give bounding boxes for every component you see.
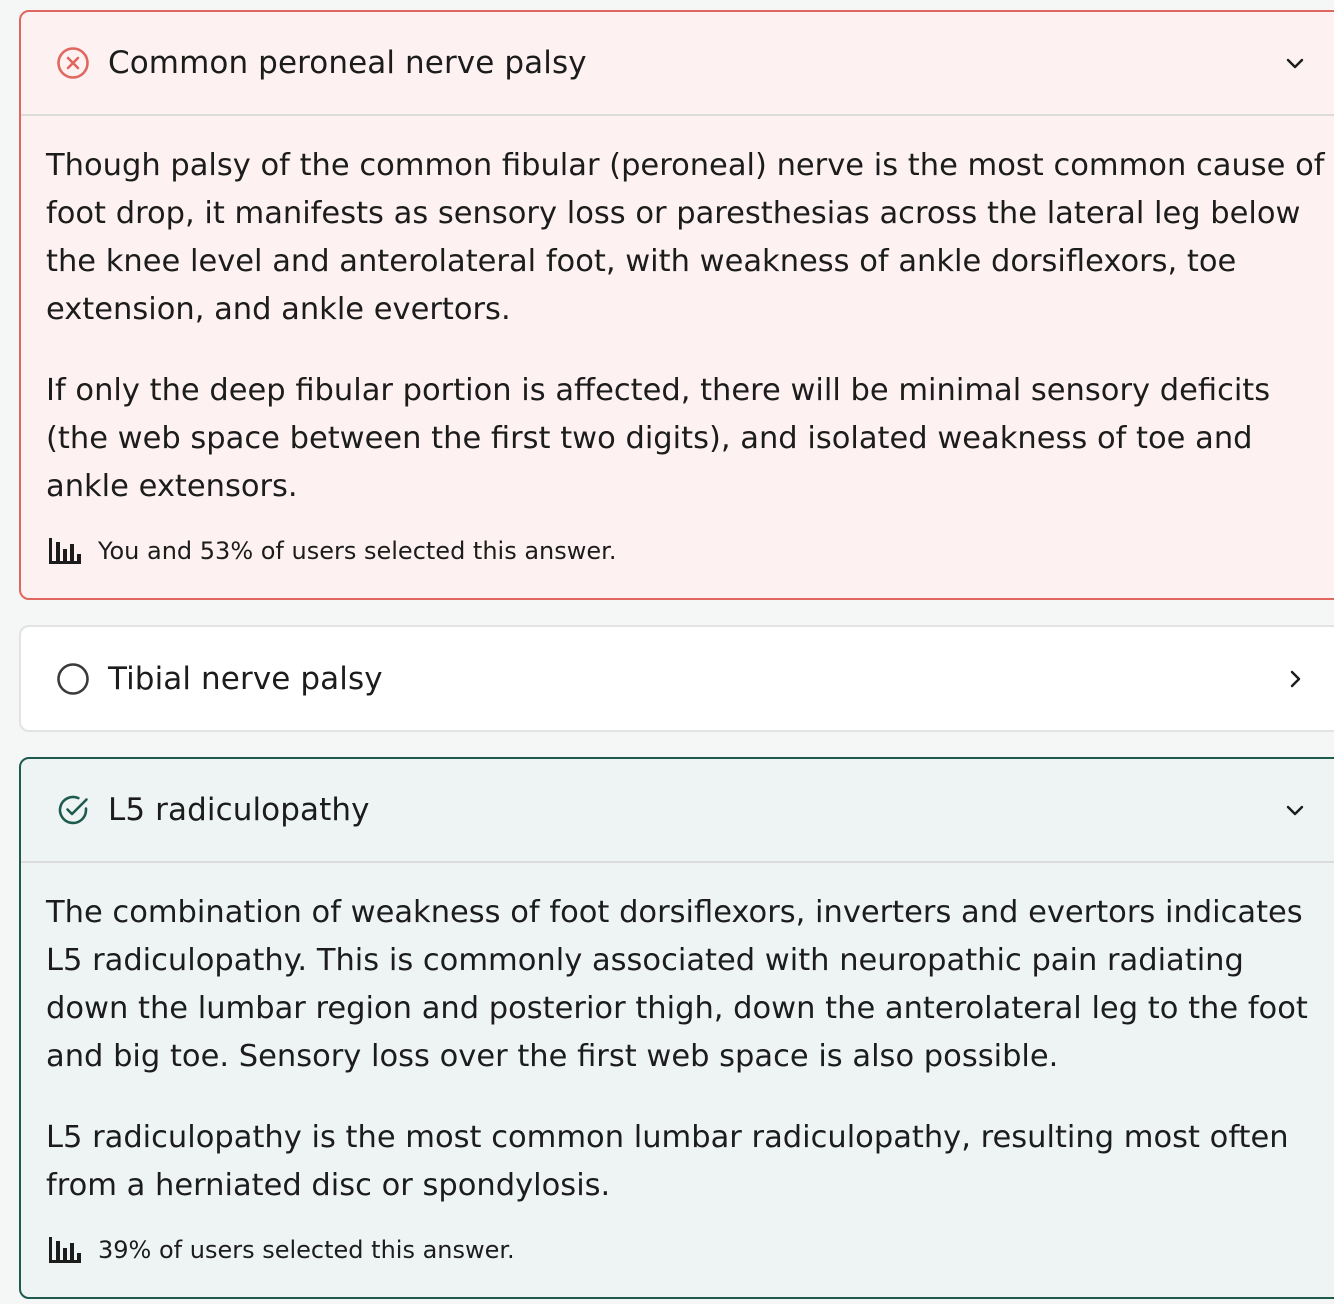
answer-explanation xyxy=(21,863,1334,1265)
stats-text: 39% of users selected this answer. xyxy=(98,1236,515,1264)
answer-explanation xyxy=(21,116,1334,566)
chevron-down-icon[interactable] xyxy=(1283,51,1307,75)
answer-header[interactable] xyxy=(21,12,1334,116)
answer-card-l5-radiculopathy xyxy=(19,757,1334,1299)
answer-stats xyxy=(46,1235,1327,1265)
explanation-paragraph: Though palsy of the common fibular (peroneal) nerve is the most common cause of foot drop, it manifests as sensory loss or paresthesias across the lateral leg below the knee level and anterolateral foot, with weakness of ankle dorsiflexors, toe extension, and ankle evertors. xyxy=(46,148,1325,327)
explanation-paragraph: If only the deep fibular portion is affected, there will be minimal sensory deficits (the web space between the first two digits), and isolated weakness of toe and ankle extensors. xyxy=(46,373,1271,504)
stats-text: You and 53% of users selected this answer. xyxy=(98,537,617,565)
bar-chart-icon xyxy=(48,1235,82,1265)
answer-title: Common peroneal nerve palsy xyxy=(108,45,587,81)
x-circle-icon xyxy=(56,46,90,80)
answer-card-common-peroneal xyxy=(19,10,1334,600)
answer-header[interactable] xyxy=(21,759,1334,863)
radio-circle-icon xyxy=(56,662,90,696)
explanation-paragraph: L5 radiculopathy is the most common lumbar radiculopathy, resulting most often from a herniated disc or spondylosis. xyxy=(46,1120,1289,1203)
answer-title: Tibial nerve palsy xyxy=(108,660,383,697)
answer-card-tibial[interactable] xyxy=(19,625,1334,732)
answer-stats xyxy=(46,536,1327,566)
explanation-paragraph: The combination of weakness of foot dorsiflexors, inverters and evertors indicates L5 radiculopathy. This is commonly associated with neuropathic pain radiating down the lumbar region and posterior thigh, down the anterolateral leg to the foot and big toe. Sensory loss over the first web space is also possible. xyxy=(46,895,1308,1074)
check-circle-icon xyxy=(56,793,90,827)
chevron-right-icon[interactable] xyxy=(1283,667,1307,691)
bar-chart-icon xyxy=(48,536,82,566)
answer-title: L5 radiculopathy xyxy=(108,792,370,828)
answer-header[interactable] xyxy=(21,627,1334,730)
chevron-down-icon[interactable] xyxy=(1283,798,1307,822)
